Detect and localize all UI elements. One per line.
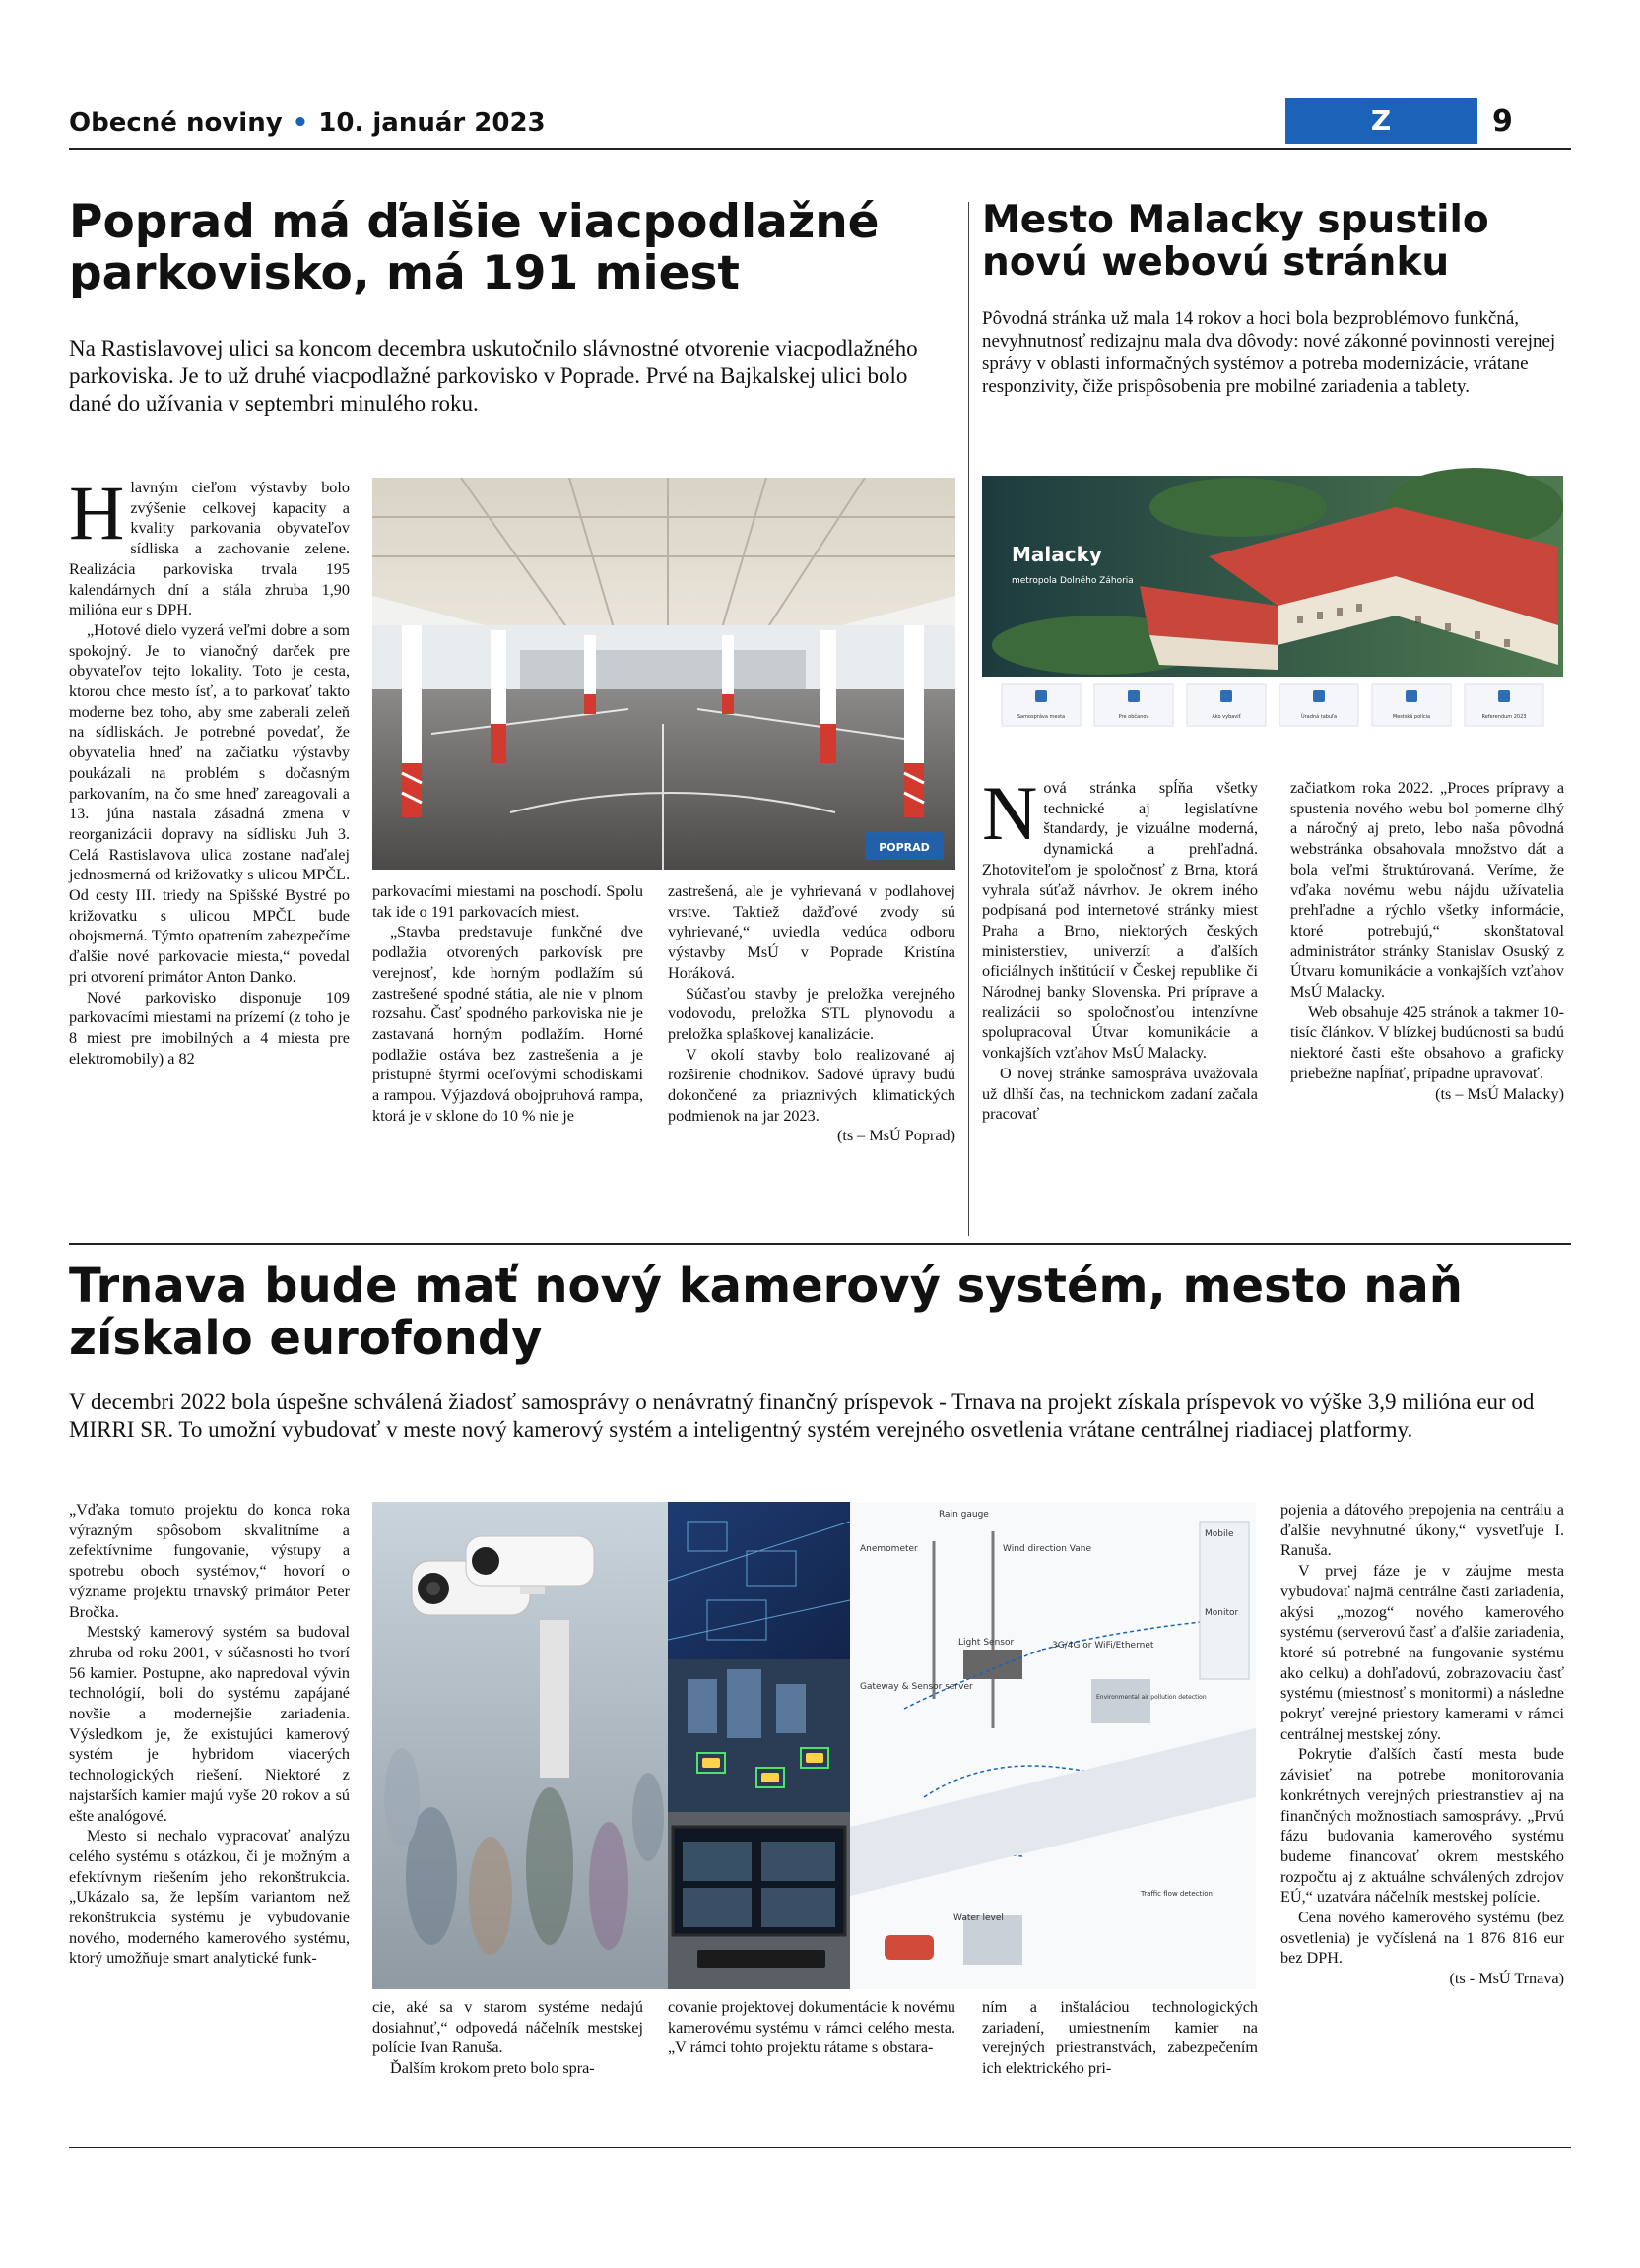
signature: (ts – MsÚ Malacky) xyxy=(1435,1084,1564,1103)
paragraph: O novej stránke samospráva uvažovala už dlhší čas, na technickom zadaní začala pracovať xyxy=(982,1064,1258,1124)
diagram-label: Light Sensor xyxy=(958,1638,1015,1648)
signature: (ts – MsÚ Poprad) xyxy=(836,1127,955,1145)
parking-garage-photo xyxy=(372,478,955,870)
parking-garage-illustration xyxy=(372,478,955,870)
malacky-lead: Pôvodná stránka už mala 14 rokov a hoci bola bezproblémovo funkčná, nevyhnutnosť redizajnu mala dva dôvody: nové zákonné povinnosti verejnej správy v oblasti informačných systémov a potreba modernizácie, vrátane responzivity, čiže prispôsobenia pre mobilné zariadenia a tablety. xyxy=(982,308,1556,397)
diagram-label: Traffic flow detection xyxy=(1141,1890,1213,1898)
trnava-lead: V decembri 2022 bola úspešne schválená žiadosť samosprávy o nenávratný finančný príspevok - Trnava na projekt získala príspevok vo výške 3,9 milióna eur od MIRRI SR. To umožní vybudovať v meste nový kamerový systém a inteligentný systém verejného osvetlenia vrátane centrálnej riadiacej platformy. xyxy=(69,1390,1535,1442)
paragraph: ním a inštaláciou technologických zariadení, umiestnením kamier na verejných priestranstvách, zabezpečením ich elektrického pri- xyxy=(982,1998,1258,2078)
paragraph: parkovacími miestami na poschodí. Spolu tak ide o 191 parkovacích miest. xyxy=(372,882,643,921)
diagram-label: Gateway & Sensor server xyxy=(860,1682,973,1692)
malacky-headline: Mesto Malacky spustilo novú webovú stránku xyxy=(982,198,1489,285)
section-label: Z REGIÓNOV xyxy=(1285,98,1477,144)
trnava-column-3 xyxy=(668,1997,955,2058)
masthead xyxy=(69,108,546,138)
paragraph: pojenia a dátového prepojenia na centrálu a ďalšie nevyhnutné úkony,“ vysvetľuje I. Ranuša. xyxy=(1280,1501,1564,1560)
paragraph: zastrešená, ale je vyhrievaná v podlahovej vrstve. Taktiež dažďové zvody sú vyhrievané,“ uviedla vedúca odboru výstavby MsÚ v Poprade Kristína Horáková. xyxy=(668,882,955,982)
paragraph: Web obsahuje 425 stránok a takmer 10-tisíc článkov. V blízkej budúcnosti sa budú niektoré časti ešte obsahovo a graficky priebežne napĺňať, prípadne upravovať. xyxy=(1290,1003,1564,1082)
poprad-headline: Poprad má ďalšie viacpodlažné parkovisko, má 191 miest xyxy=(69,195,880,300)
poprad-column-1 xyxy=(69,470,350,1069)
malacky-column-2 xyxy=(1290,778,1564,1104)
poprad-lead: Na Rastislavovej ulici sa koncom decembra uskutočnilo slávnostné otvorenie viacpodlažného parkoviska. Je to už druhé viacpodlažné parkovisko v Poprade. Prvé na Bajkalskej ulici bolo dané do užívania v septembri minulého roku. xyxy=(69,336,918,416)
article-separator-rule xyxy=(69,1243,1571,1245)
paragraph: „Vďaka tomuto projektu do konca roka výrazným spôsobom skvalitníme a zefektívnime fungovanie, výstupy a spotrebu oboch systémov,“ hovorí o význame projektu trnavský primátor Peter Bročka. xyxy=(69,1501,350,1621)
header-rule xyxy=(69,148,1571,150)
paragraph: covanie projektovej dokumentácie k novému kamerovému systému v rámci celého mesta. „V rámci tohto projektu rátame s obstara- xyxy=(668,1998,955,2057)
paragraph: Cena nového kamerového systému (bez osvetlenia) je vyčíslená na 1 876 816 eur bez DPH. xyxy=(1280,1909,1564,1968)
website-title: Malacky xyxy=(1012,543,1102,566)
website-tile-label: Ako vybaviť xyxy=(1212,714,1241,720)
diagram-label: Mobile xyxy=(1205,1529,1234,1539)
malacky-dropcap: N xyxy=(982,770,1038,856)
footer-rule xyxy=(69,2147,1571,2148)
paragraph: V prvej fáze je v záujme mesta vybudovať najmä centrálne časti zariadenia, akýsi „mozog“ nového kamerového systému (serverovú časť a ďalšie zariadenia, ktoré sú potrebné na fungovanie systému ako celku) a dohľadovú, zobrazovaciu časť systému (miestnosť s monitormi) a následne pokryť verejné priestory kamerami v rámci centrálnej mestskej zóny. xyxy=(1280,1562,1564,1743)
paragraph: „Stavba predstavuje funkčné dve podlažia otvorených parkovísk pre verejnosť, kde horným podlažím sú zastrešené spodné státia, ale nie v plnom rozsahu. Časť spodného parkoviska nie je zastavaná horným podlažím. Horné podlažie ostáva bez zastrešenia a je prístupné štyrmi oceľovými schodiskami a rampou. Výjazdová obojpruhová rampa, ktorá je v sklone do 10 % nie je xyxy=(372,923,643,1125)
paragraph: ová stránka spĺňa všetky technické aj legislatívne štandardy, je vizuálne moderná, dynamická a prehľadná. Zhotoviteľom je spoločnosť z Brna, ktorá vyhrala súťaž návrhov. Je okrem iného podpísaná pod internetové stránky miest Praha a Brno, niektorých českých ministerstiev, univerzít a ďalších oficiálnych inštitúcií v Českej republike či Národnej banky Slovenska. Pri príprave a realizácii so spoločnosťou intenzívne spolupracoval Útvar komunikácie a vonkajších vzťahov MsÚ Malacky. xyxy=(982,779,1258,1063)
trnava-column-5 xyxy=(1280,1500,1564,1989)
website-tile-label: Mestská polícia xyxy=(1392,714,1431,720)
column-separator xyxy=(968,202,969,1236)
poprad-dropcap: H xyxy=(69,470,125,555)
diagram-label: Monitor xyxy=(1205,1608,1239,1618)
paragraph: „Hotové dielo vyzerá veľmi dobre a som spokojný. Je to vianočný darček pre obyvateľov tejto lokality. Toto je cesta, ktorou chce mesto ísť, a to parkovať takto moderne bez toho, aby sme zaberali zeleň na sídliskách. Je potrebné povedať, že obyvatelia hneď na začiatku výstavby poukázali na problém s dočasným parkovaním, na čo sme hneď zareagovali a 13. júna nastala zásadná zmena v reorganizácii dopravy na sídlisku Juh 3. Celá Rastislavova ulica zostane naďalej jednosmerná od križovatky s ulicou MPČL. Od cesty III. triedy na Spišské Bystré po križovatku s ulicou MPČL bude obojsmerná. Týmto opatrením zabezpečíme ďalšie nové parkovacie miesta,“ povedal pri otvorení primátor Anton Danko. xyxy=(69,620,350,986)
paragraph: Ďalším krokom preto bolo spra- xyxy=(390,2059,595,2078)
signature: (ts - MsÚ Trnava) xyxy=(1449,1970,1564,1988)
trnava-camera-illustration xyxy=(372,1502,1256,1989)
paragraph: lavným cieľom výstavby bolo zvýšenie celkovej kapacity a kvality parkovania obyvateľov sídliska a zachovanie zelene. Realizácia parkoviska trvala 195 kalendárnych dní a stála zhruba 1,90 milióna eur s DPH. xyxy=(69,479,350,619)
malacky-website-illustration xyxy=(982,468,1563,734)
website-tile-label: Úradná tabuľa xyxy=(1300,714,1338,720)
paragraph: V okolí stavby bolo realizované aj rozšírenie chodníkov. Sadové úpravy budú dokončené za priaznivých klimatických podmienok na jar 2023. xyxy=(668,1045,955,1125)
diagram-label: Rain gauge xyxy=(939,1510,989,1520)
diagram-label: Water level xyxy=(953,1913,1004,1923)
paragraph: Mestský kamerový systém sa budoval zhruba od roku 2001, v súčasnosti ho tvorí 56 kamier. Postupne, ako napredoval vývin technológií, boli do systému zapájané novšie a modernejšie zariadenia. Výsledkom je, že existujúci kamerový systém je hybridom viacerých technologických riešení. Niektoré z najstarších kamier majú vyše 20 rokov a sú ešte analógové. xyxy=(69,1623,350,1825)
paragraph: Súčasťou stavby je preložka verejného vodovodu, preložka STL plynovodu a preložka splaškovej kanalizácie. xyxy=(668,984,955,1043)
paragraph: cie, aké sa v starom systéme nedajú dosiahnuť,“ odpovedá náčelník mestskej polície Ivan Ranuša. xyxy=(372,1998,643,2057)
diagram-label: Environmental air pollution detection xyxy=(1096,1694,1207,1701)
paragraph: Pokrytie ďalších častí mesta bude závisieť na potrebe monitorovania konkrétnych verejných priestranstiev aj na finančných možnostiach samosprávy. „Prvú fázu budovania kamerového systému budeme financovať okrem mestského rozpočtu aj z aktuálne schválených zdrojov EÚ,“ uzatvára náčelník mestskej polície. xyxy=(1280,1745,1564,1907)
poprad-column-3 xyxy=(668,881,955,1146)
website-tile-label: Samospráva mesta xyxy=(1017,714,1066,720)
malacky-website-screenshot xyxy=(982,468,1563,734)
issue-date: 10. január 2023 xyxy=(318,108,546,138)
website-subtitle: metropola Dolného Záhoria xyxy=(1012,576,1134,586)
diagram-label: 3G/4G or WiFi/Ethernet xyxy=(1052,1641,1154,1651)
diagram-label: Anemometer xyxy=(860,1544,918,1554)
website-tile-label: Referendum 2023 xyxy=(1481,714,1527,720)
trnava-column-4 xyxy=(982,1997,1258,2079)
paragraph: Mesto si nechalo vypracovať analýzu celého systému s otázkou, či je možným a efektívnym riešením jeho rekonštrukcia. „Ukázalo sa, že lepším variantom než rekonštrukcia systému je vybudovanie nového, moderného kamerového systému, ktorý umožňuje smart analytické funk- xyxy=(69,1827,350,1968)
malacky-column-1 xyxy=(982,770,1258,1125)
publication-name: Obecné noviny xyxy=(69,108,283,138)
paragraph: Nové parkovisko disponuje 109 parkovacími miestami na prízemí (z toho je 8 miest pre imobilných a 4 miesta pre elektromobily) a 82 xyxy=(69,988,350,1068)
website-tile-label: Pre občanov xyxy=(1118,714,1149,720)
page-number: 9 xyxy=(1492,104,1513,139)
paragraph: začiatkom roka 2022. „Proces prípravy a spustenia nového webu bol pomerne dlhý a náročný aj preto, lebo naša pôvodná webstránka obsahovala množstvo dát a bola veľmi štruktúrovaná. Veríme, že vďaka novému webu nájdu užívatelia prehľadne a rýchlo všetky informácie, ktoré potrebujú,“ skonštatoval administrátor stránky Stanislav Osuský z Útvaru komunikácie a vonkajších vzťahov MsÚ Malacky. xyxy=(1290,779,1564,1002)
trnava-column-2 xyxy=(372,1997,643,2079)
trnava-column-1 xyxy=(69,1500,350,1969)
poprad-logo: POPRAD xyxy=(879,841,930,854)
poprad-column-2 xyxy=(372,881,643,1126)
diagram-label: Wind direction Vane xyxy=(1003,1544,1091,1554)
trnava-headline: Trnava bude mať nový kamerový systém, mesto naň získalo eurofondy xyxy=(69,1259,1463,1366)
camera-system-illustration xyxy=(372,1502,1256,1989)
separator-dot: • xyxy=(292,108,309,138)
